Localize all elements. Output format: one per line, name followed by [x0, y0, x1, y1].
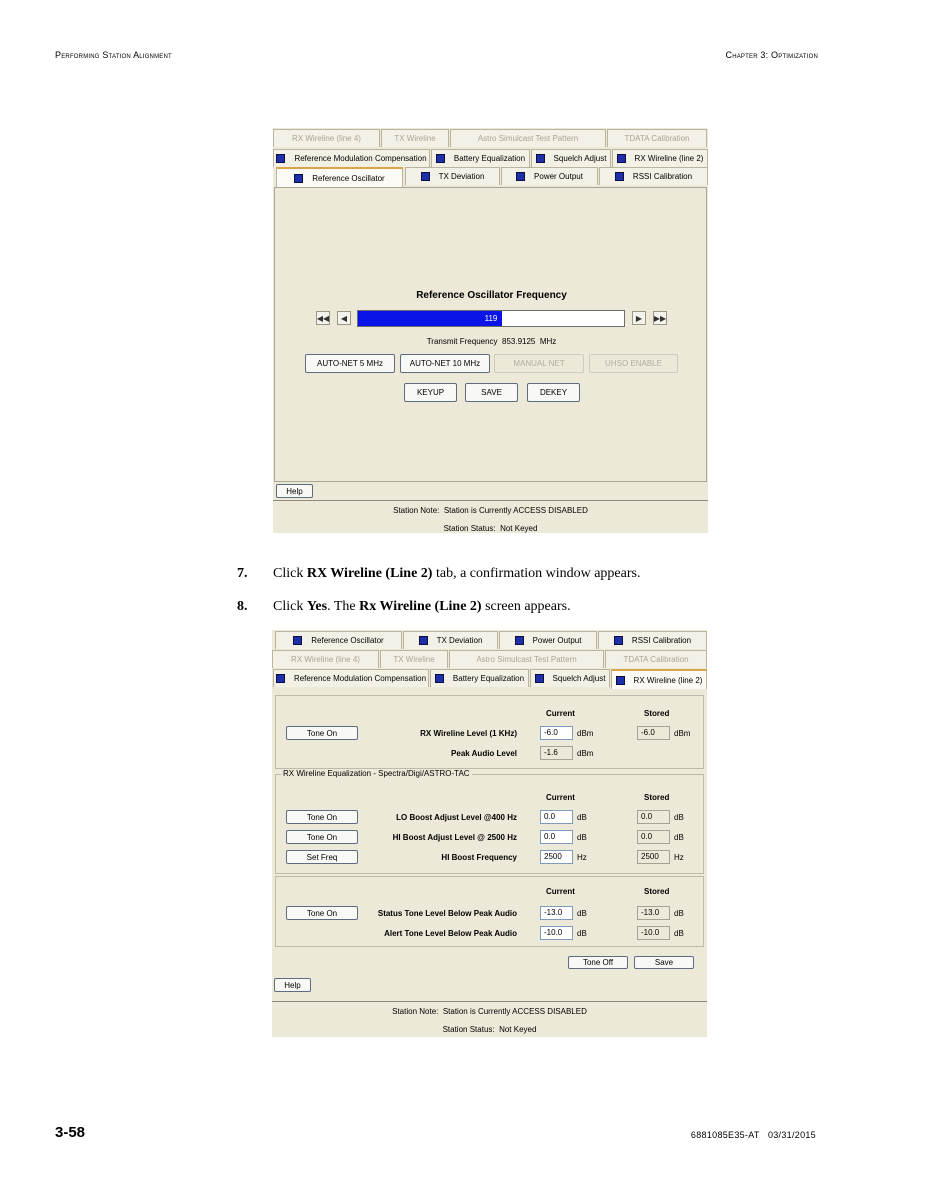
status-tone-current-field[interactable]: -13.0: [540, 906, 573, 920]
col-stored: Stored: [644, 709, 670, 718]
tab-rx-wireline-line2[interactable]: RX Wireline (line 2): [611, 669, 707, 689]
unit-label: dB: [674, 813, 684, 822]
tab-tx-deviation[interactable]: TX Deviation: [403, 631, 498, 649]
col-stored: Stored: [644, 793, 670, 802]
col-stored: Stored: [644, 887, 670, 896]
keyup-button[interactable]: KEYUP: [404, 383, 457, 402]
tab-astro-simulcast[interactable]: Astro Simulcast Test Pattern: [449, 650, 604, 668]
tab-squelch-adjust[interactable]: Squelch Adjust: [531, 149, 611, 167]
help-button[interactable]: Help: [276, 484, 313, 498]
checkbox-icon: [515, 636, 524, 645]
unit-label: dB: [577, 929, 587, 938]
checkbox-icon: [293, 636, 302, 645]
unit-label: dB: [577, 833, 587, 842]
col-current: Current: [546, 887, 575, 896]
unit-label: dB: [674, 929, 684, 938]
save-button[interactable]: SAVE: [465, 383, 518, 402]
rx-level-stored-field: -6.0: [637, 726, 670, 740]
tab-power-output[interactable]: Power Output: [499, 631, 597, 649]
tab-row-1: [272, 631, 707, 650]
tab-row-2: [273, 149, 708, 168]
auto-net-10mhz-button[interactable]: AUTO-NET 10 MHz: [400, 354, 490, 373]
station-status: Station Status: Not Keyed: [443, 524, 538, 533]
unit-label: dB: [674, 833, 684, 842]
checkbox-icon: [436, 154, 445, 163]
slider-value: 119: [484, 314, 498, 323]
dekey-button[interactable]: DEKEY: [527, 383, 580, 402]
checkbox-icon: [617, 154, 626, 163]
page-number: 3-58: [55, 1124, 86, 1141]
tab-reference-modulation-compensation[interactable]: Reference Modulation Compensation: [273, 669, 429, 687]
hi-boost-frequency-stored-field: 2500: [637, 850, 670, 864]
tab-rx-wireline-line4[interactable]: RX Wireline (line 4): [273, 129, 380, 147]
set-freq-button[interactable]: Set Freq: [286, 850, 358, 864]
lo-boost-label: LO Boost Adjust Level @400 Hz: [396, 813, 517, 822]
wireline-level-group: [275, 695, 704, 769]
checkbox-icon: [516, 172, 525, 181]
station-note: Station Note: Station is Currently ACCESS DISABLED: [393, 506, 588, 515]
checkbox-icon: [421, 172, 430, 181]
tab-content-panel: [272, 689, 707, 1001]
alert-tone-group: [275, 876, 704, 947]
tab-content-panel: [274, 187, 707, 482]
transmit-frequency: Transmit Frequency 853.9125 MHz: [426, 337, 557, 346]
tab-tdata-calibration[interactable]: TDATA Calibration: [607, 129, 707, 147]
hi-boost-stored-field: 0.0: [637, 830, 670, 844]
fast-forward-icon[interactable]: ▶▶: [653, 311, 667, 325]
tab-reference-oscillator[interactable]: Reference Oscillator: [276, 167, 403, 187]
checkbox-icon: [616, 676, 625, 685]
uhso-enable-button[interactable]: UHSO ENABLE: [589, 354, 678, 373]
page-header-right: Chapter 3: Optimization: [725, 50, 818, 60]
station-note: Station Note: Station is Currently ACCESS DISABLED: [392, 1007, 587, 1016]
checkbox-icon: [614, 636, 623, 645]
hi-tone-on-button[interactable]: Tone On: [286, 830, 358, 844]
checkbox-icon: [535, 674, 544, 683]
lo-boost-current-field[interactable]: 0.0: [540, 810, 573, 824]
unit-label: dB: [577, 813, 587, 822]
unit-label: Hz: [577, 853, 587, 862]
unit-label: dBm: [577, 749, 594, 758]
tab-astro-simulcast[interactable]: Astro Simulcast Test Pattern: [450, 129, 606, 147]
tab-tx-wireline[interactable]: TX Wireline: [381, 129, 449, 147]
hi-boost-current-field[interactable]: 0.0: [540, 830, 573, 844]
reference-oscillator-screen: [273, 128, 708, 533]
checkbox-icon: [536, 154, 545, 163]
auto-net-5mhz-button[interactable]: AUTO-NET 5 MHz: [305, 354, 395, 373]
tab-row-3: [273, 167, 708, 186]
checkbox-icon: [615, 172, 624, 181]
unit-label: dB: [674, 909, 684, 918]
tab-row-3: [272, 669, 707, 688]
tab-row-2: [272, 650, 707, 669]
tone-off-button[interactable]: Tone Off: [568, 956, 628, 969]
status-tone-label: Status Tone Level Below Peak Audio: [377, 909, 517, 918]
tab-battery-equalization[interactable]: Battery Equalization: [430, 669, 529, 687]
tab-row-1: [273, 129, 708, 148]
save-button[interactable]: Save: [634, 956, 694, 969]
col-current: Current: [546, 709, 575, 718]
unit-label: dBm: [577, 729, 594, 738]
step-forward-icon[interactable]: ▶: [632, 311, 646, 325]
group-title: RX Wireline Equalization - Spectra/Digi/ASTRO-TAC: [283, 769, 470, 778]
step-8: 8. Click Yes. The Rx Wireline (Line 2) screen appears.: [237, 599, 571, 614]
lo-tone-on-button[interactable]: Tone On: [286, 810, 358, 824]
tab-tx-deviation[interactable]: TX Deviation: [405, 167, 500, 185]
divider: [273, 500, 708, 501]
tab-reference-oscillator[interactable]: Reference Oscillator: [275, 631, 402, 649]
help-button[interactable]: Help: [274, 978, 311, 992]
divider: [272, 1001, 707, 1002]
lo-boost-stored-field: 0.0: [637, 810, 670, 824]
checkbox-icon: [276, 154, 285, 163]
tone-on-button[interactable]: Tone On: [286, 726, 358, 740]
step-7: 7. Click RX Wireline (Line 2) tab, a confirmation window appears.: [237, 566, 641, 581]
peak-audio-label: Peak Audio Level: [451, 749, 517, 758]
tone-on-button[interactable]: Tone On: [286, 906, 358, 920]
tab-rx-wireline-line2[interactable]: RX Wireline (line 2): [612, 149, 708, 167]
unit-label: dB: [577, 909, 587, 918]
station-status: Station Status: Not Keyed: [442, 1025, 537, 1034]
tab-rx-wireline-line4[interactable]: RX Wireline (line 4): [272, 650, 379, 668]
checkbox-icon: [419, 636, 428, 645]
alert-tone-stored-field: -10.0: [637, 926, 670, 940]
equalization-group: [275, 769, 704, 874]
rx-level-current-field[interactable]: -6.0: [540, 726, 573, 740]
unit-label: Hz: [674, 853, 684, 862]
page-header-left: Performing Station Alignment: [55, 50, 172, 60]
tab-power-output[interactable]: Power Output: [501, 167, 598, 185]
tab-rssi-calibration[interactable]: RSSI Calibration: [599, 167, 708, 185]
frequency-slider[interactable]: [357, 310, 625, 327]
alert-tone-current-field[interactable]: -10.0: [540, 926, 573, 940]
checkbox-icon: [294, 174, 303, 183]
col-current: Current: [546, 793, 575, 802]
alert-tone-label: Alert Tone Level Below Peak Audio: [384, 929, 517, 938]
tab-tdata-calibration[interactable]: TDATA Calibration: [605, 650, 707, 668]
tab-rssi-calibration[interactable]: RSSI Calibration: [598, 631, 707, 649]
tab-battery-equalization[interactable]: Battery Equalization: [431, 149, 530, 167]
doc-id: 6881085E35-AT 03/31/2015: [690, 1130, 816, 1140]
unit-label: dBm: [674, 729, 691, 738]
panel-title: Reference Oscillator Frequency: [416, 290, 567, 301]
tab-tx-wireline[interactable]: TX Wireline: [380, 650, 448, 668]
hi-boost-frequency-current-field[interactable]: 2500: [540, 850, 573, 864]
rx-wireline-line2-screen: [272, 630, 707, 1037]
tab-squelch-adjust[interactable]: Squelch Adjust: [530, 669, 610, 687]
step-back-icon[interactable]: ◀: [337, 311, 351, 325]
manual-net-button[interactable]: MANUAL NET: [494, 354, 584, 373]
fast-rewind-icon[interactable]: ◀◀: [316, 311, 330, 325]
checkbox-icon: [276, 674, 285, 683]
hi-boost-label: HI Boost Adjust Level @ 2500 Hz: [392, 833, 517, 842]
tab-reference-modulation-compensation[interactable]: Reference Modulation Compensation: [273, 149, 430, 167]
peak-audio-field: -1.6: [540, 746, 573, 760]
rx-level-label: RX Wireline Level (1 KHz): [420, 729, 517, 738]
status-tone-stored-field: -13.0: [637, 906, 670, 920]
checkbox-icon: [435, 674, 444, 683]
hi-boost-frequency-label: HI Boost Frequency: [441, 853, 517, 862]
